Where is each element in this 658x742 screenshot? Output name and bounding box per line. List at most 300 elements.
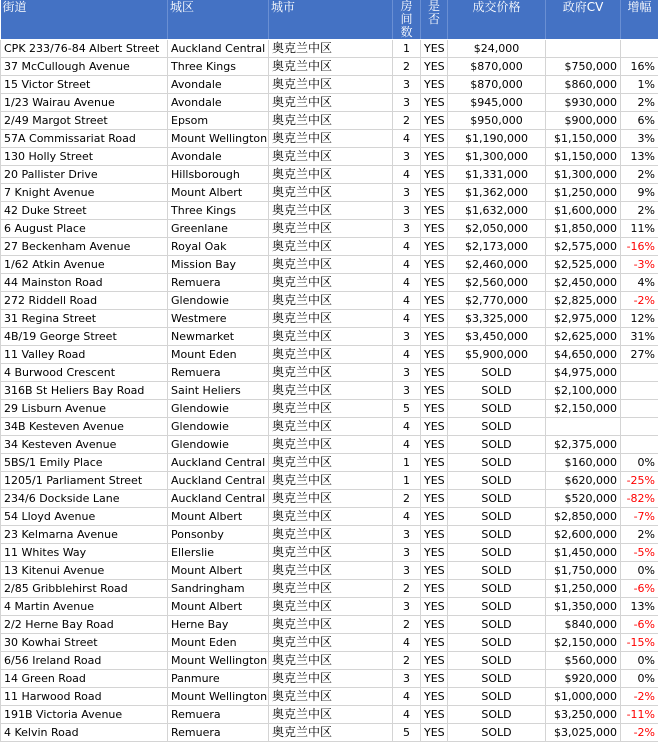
cell-rooms[interactable]: 4 <box>393 346 421 364</box>
cell-district[interactable]: Avondale <box>168 76 269 94</box>
cell-district[interactable]: Avondale <box>168 94 269 112</box>
cell-district[interactable]: Three Kings <box>168 202 269 220</box>
cell-district[interactable]: Ellerslie <box>168 544 269 562</box>
cell-yesno[interactable]: YES <box>421 40 448 58</box>
cell-district[interactable]: Sandringham <box>168 580 269 598</box>
cell-change[interactable]: -2% <box>621 292 658 310</box>
cell-price[interactable]: SOLD <box>448 418 546 436</box>
cell-yesno[interactable]: YES <box>421 616 448 634</box>
header-change[interactable]: 增幅 <box>621 0 658 40</box>
cell-rooms[interactable]: 2 <box>393 112 421 130</box>
cell-price[interactable]: SOLD <box>448 670 546 688</box>
cell-price[interactable]: $24,000 <box>448 40 546 58</box>
cell-yesno[interactable]: YES <box>421 112 448 130</box>
cell-change[interactable]: 11% <box>621 220 658 238</box>
cell-cv[interactable]: $1,250,000 <box>546 580 621 598</box>
cell-city[interactable]: 奥克兰中区 <box>269 634 393 652</box>
cell-yesno[interactable]: YES <box>421 346 448 364</box>
cell-change[interactable]: -11% <box>621 706 658 724</box>
cell-cv[interactable]: $1,250,000 <box>546 184 621 202</box>
cell-district[interactable]: Westmere <box>168 310 269 328</box>
cell-district[interactable]: Herne Bay <box>168 616 269 634</box>
cell-street[interactable]: 54 Lloyd Avenue <box>1 508 168 526</box>
cell-cv[interactable]: $2,375,000 <box>546 436 621 454</box>
cell-cv[interactable]: $860,000 <box>546 76 621 94</box>
cell-yesno[interactable]: YES <box>421 508 448 526</box>
cell-district[interactable]: Remuera <box>168 724 269 742</box>
cell-price[interactable]: SOLD <box>448 724 546 742</box>
cell-yesno[interactable]: YES <box>421 202 448 220</box>
cell-change[interactable]: 12% <box>621 310 658 328</box>
header-street[interactable]: 街道 <box>1 0 168 40</box>
cell-change[interactable] <box>621 382 658 400</box>
cell-price[interactable]: $2,460,000 <box>448 256 546 274</box>
cell-cv[interactable]: $900,000 <box>546 112 621 130</box>
cell-change[interactable]: 13% <box>621 598 658 616</box>
cell-city[interactable]: 奥克兰中区 <box>269 310 393 328</box>
cell-rooms[interactable]: 1 <box>393 40 421 58</box>
cell-rooms[interactable]: 4 <box>393 292 421 310</box>
cell-rooms[interactable]: 4 <box>393 436 421 454</box>
cell-rooms[interactable]: 3 <box>393 382 421 400</box>
cell-cv[interactable]: $160,000 <box>546 454 621 472</box>
cell-yesno[interactable]: YES <box>421 400 448 418</box>
cell-cv[interactable]: $3,250,000 <box>546 706 621 724</box>
cell-cv[interactable]: $560,000 <box>546 652 621 670</box>
cell-price[interactable]: $1,331,000 <box>448 166 546 184</box>
cell-price[interactable]: SOLD <box>448 454 546 472</box>
cell-cv[interactable] <box>546 40 621 58</box>
cell-price[interactable]: SOLD <box>448 508 546 526</box>
cell-street[interactable]: 2/85 Gribblehirst Road <box>1 580 168 598</box>
cell-price[interactable]: SOLD <box>448 400 546 418</box>
cell-cv[interactable]: $1,600,000 <box>546 202 621 220</box>
cell-rooms[interactable]: 3 <box>393 670 421 688</box>
cell-price[interactable]: $1,632,000 <box>448 202 546 220</box>
cell-rooms[interactable]: 4 <box>393 310 421 328</box>
cell-street[interactable]: 37 McCullough Avenue <box>1 58 168 76</box>
cell-city[interactable]: 奥克兰中区 <box>269 328 393 346</box>
cell-rooms[interactable]: 3 <box>393 544 421 562</box>
cell-city[interactable]: 奥克兰中区 <box>269 400 393 418</box>
cell-city[interactable]: 奥克兰中区 <box>269 184 393 202</box>
cell-rooms[interactable]: 5 <box>393 724 421 742</box>
cell-yesno[interactable]: YES <box>421 58 448 76</box>
cell-city[interactable]: 奥克兰中区 <box>269 544 393 562</box>
cell-city[interactable]: 奥克兰中区 <box>269 472 393 490</box>
cell-yesno[interactable]: YES <box>421 598 448 616</box>
cell-rooms[interactable]: 4 <box>393 688 421 706</box>
cell-change[interactable]: 27% <box>621 346 658 364</box>
cell-city[interactable]: 奥克兰中区 <box>269 652 393 670</box>
cell-district[interactable]: Avondale <box>168 148 269 166</box>
cell-yesno[interactable]: YES <box>421 292 448 310</box>
cell-city[interactable]: 奥克兰中区 <box>269 382 393 400</box>
cell-city[interactable]: 奥克兰中区 <box>269 148 393 166</box>
cell-price[interactable]: $1,300,000 <box>448 148 546 166</box>
cell-street[interactable]: 6 August Place <box>1 220 168 238</box>
cell-price[interactable]: $2,770,000 <box>448 292 546 310</box>
cell-street[interactable]: 57A Commissariat Road <box>1 130 168 148</box>
cell-city[interactable]: 奥克兰中区 <box>269 364 393 382</box>
cell-street[interactable]: 31 Regina Street <box>1 310 168 328</box>
cell-yesno[interactable]: YES <box>421 184 448 202</box>
cell-yesno[interactable]: YES <box>421 166 448 184</box>
cell-price[interactable]: $5,900,000 <box>448 346 546 364</box>
cell-district[interactable]: Auckland Central <box>168 472 269 490</box>
cell-price[interactable]: SOLD <box>448 580 546 598</box>
cell-district[interactable]: Mount Albert <box>168 184 269 202</box>
cell-change[interactable]: 1% <box>621 76 658 94</box>
cell-price[interactable]: SOLD <box>448 472 546 490</box>
cell-cv[interactable]: $2,450,000 <box>546 274 621 292</box>
cell-district[interactable]: Epsom <box>168 112 269 130</box>
cell-change[interactable]: 0% <box>621 670 658 688</box>
cell-street[interactable]: 13 Kitenui Avenue <box>1 562 168 580</box>
cell-yesno[interactable]: YES <box>421 670 448 688</box>
cell-city[interactable]: 奥克兰中区 <box>269 94 393 112</box>
cell-price[interactable]: SOLD <box>448 526 546 544</box>
cell-district[interactable]: Royal Oak <box>168 238 269 256</box>
cell-street[interactable]: 4 Burwood Crescent <box>1 364 168 382</box>
cell-district[interactable]: Ponsonby <box>168 526 269 544</box>
cell-change[interactable]: -7% <box>621 508 658 526</box>
cell-city[interactable]: 奥克兰中区 <box>269 40 393 58</box>
cell-street[interactable]: CPK 233/76-84 Albert Street <box>1 40 168 58</box>
cell-change[interactable]: -6% <box>621 616 658 634</box>
cell-cv[interactable]: $4,975,000 <box>546 364 621 382</box>
cell-rooms[interactable]: 3 <box>393 598 421 616</box>
cell-cv[interactable]: $2,150,000 <box>546 400 621 418</box>
cell-city[interactable]: 奥克兰中区 <box>269 292 393 310</box>
cell-rooms[interactable]: 1 <box>393 454 421 472</box>
cell-street[interactable]: 11 Whites Way <box>1 544 168 562</box>
cell-rooms[interactable]: 3 <box>393 76 421 94</box>
cell-cv[interactable] <box>546 418 621 436</box>
cell-yesno[interactable]: YES <box>421 274 448 292</box>
cell-cv[interactable]: $930,000 <box>546 94 621 112</box>
cell-street[interactable]: 316B St Heliers Bay Road <box>1 382 168 400</box>
cell-change[interactable]: -82% <box>621 490 658 508</box>
cell-yesno[interactable]: YES <box>421 310 448 328</box>
cell-street[interactable]: 191B Victoria Avenue <box>1 706 168 724</box>
cell-street[interactable]: 5BS/1 Emily Place <box>1 454 168 472</box>
header-district[interactable]: 城区 <box>168 0 269 40</box>
cell-district[interactable]: Mount Wellington <box>168 652 269 670</box>
cell-district[interactable]: Three Kings <box>168 58 269 76</box>
cell-district[interactable]: Glendowie <box>168 418 269 436</box>
cell-street[interactable]: 34 Kesteven Avenue <box>1 436 168 454</box>
cell-rooms[interactable]: 3 <box>393 562 421 580</box>
cell-district[interactable]: Newmarket <box>168 328 269 346</box>
cell-district[interactable]: Remuera <box>168 706 269 724</box>
header-rooms[interactable] <box>393 0 421 40</box>
cell-rooms[interactable]: 3 <box>393 328 421 346</box>
cell-price[interactable]: SOLD <box>448 598 546 616</box>
cell-rooms[interactable]: 1 <box>393 472 421 490</box>
cell-city[interactable]: 奥克兰中区 <box>269 346 393 364</box>
cell-rooms[interactable]: 4 <box>393 274 421 292</box>
cell-street[interactable]: 14 Green Road <box>1 670 168 688</box>
cell-district[interactable]: Panmure <box>168 670 269 688</box>
cell-cv[interactable]: $2,850,000 <box>546 508 621 526</box>
cell-district[interactable]: Remuera <box>168 364 269 382</box>
cell-rooms[interactable]: 4 <box>393 706 421 724</box>
cell-district[interactable]: Mount Wellington <box>168 130 269 148</box>
cell-city[interactable]: 奥克兰中区 <box>269 130 393 148</box>
cell-city[interactable]: 奥克兰中区 <box>269 166 393 184</box>
cell-rooms[interactable]: 3 <box>393 526 421 544</box>
cell-district[interactable]: Mount Albert <box>168 508 269 526</box>
cell-cv[interactable]: $2,575,000 <box>546 238 621 256</box>
cell-cv[interactable]: $1,150,000 <box>546 130 621 148</box>
cell-cv[interactable]: $620,000 <box>546 472 621 490</box>
cell-price[interactable]: SOLD <box>448 436 546 454</box>
cell-change[interactable] <box>621 400 658 418</box>
cell-cv[interactable]: $750,000 <box>546 58 621 76</box>
cell-district[interactable]: Glendowie <box>168 292 269 310</box>
cell-yesno[interactable]: YES <box>421 220 448 238</box>
cell-rooms[interactable]: 3 <box>393 94 421 112</box>
cell-district[interactable]: Glendowie <box>168 436 269 454</box>
cell-cv[interactable]: $520,000 <box>546 490 621 508</box>
cell-yesno[interactable]: YES <box>421 454 448 472</box>
cell-yesno[interactable]: YES <box>421 490 448 508</box>
cell-city[interactable]: 奥克兰中区 <box>269 616 393 634</box>
cell-price[interactable]: $870,000 <box>448 58 546 76</box>
cell-change[interactable]: 13% <box>621 148 658 166</box>
cell-city[interactable]: 奥克兰中区 <box>269 76 393 94</box>
cell-yesno[interactable]: YES <box>421 328 448 346</box>
cell-yesno[interactable]: YES <box>421 652 448 670</box>
cell-cv[interactable]: $2,975,000 <box>546 310 621 328</box>
cell-city[interactable]: 奥克兰中区 <box>269 238 393 256</box>
cell-yesno[interactable]: YES <box>421 382 448 400</box>
cell-yesno[interactable]: YES <box>421 76 448 94</box>
cell-cv[interactable]: $2,825,000 <box>546 292 621 310</box>
cell-change[interactable] <box>621 418 658 436</box>
cell-price[interactable]: SOLD <box>448 364 546 382</box>
cell-street[interactable]: 2/2 Herne Bay Road <box>1 616 168 634</box>
cell-change[interactable]: 2% <box>621 202 658 220</box>
cell-street[interactable]: 27 Beckenham Avenue <box>1 238 168 256</box>
cell-price[interactable]: $1,362,000 <box>448 184 546 202</box>
cell-cv[interactable]: $1,350,000 <box>546 598 621 616</box>
cell-yesno[interactable]: YES <box>421 436 448 454</box>
cell-change[interactable]: -16% <box>621 238 658 256</box>
cell-cv[interactable]: $2,150,000 <box>546 634 621 652</box>
cell-city[interactable]: 奥克兰中区 <box>269 688 393 706</box>
cell-change[interactable]: 2% <box>621 166 658 184</box>
cell-change[interactable]: -2% <box>621 724 658 742</box>
cell-street[interactable]: 130 Holly Street <box>1 148 168 166</box>
cell-yesno[interactable]: YES <box>421 148 448 166</box>
cell-rooms[interactable]: 3 <box>393 184 421 202</box>
cell-change[interactable]: 3% <box>621 130 658 148</box>
cell-rooms[interactable]: 2 <box>393 580 421 598</box>
cell-yesno[interactable]: YES <box>421 580 448 598</box>
cell-cv[interactable]: $2,625,000 <box>546 328 621 346</box>
cell-city[interactable]: 奥克兰中区 <box>269 670 393 688</box>
cell-street[interactable]: 4 Martin Avenue <box>1 598 168 616</box>
cell-change[interactable]: -5% <box>621 544 658 562</box>
cell-street[interactable]: 34B Kesteven Avenue <box>1 418 168 436</box>
cell-price[interactable]: SOLD <box>448 616 546 634</box>
cell-change[interactable]: -2% <box>621 688 658 706</box>
cell-cv[interactable]: $2,600,000 <box>546 526 621 544</box>
cell-change[interactable]: -6% <box>621 580 658 598</box>
cell-district[interactable]: Mount Albert <box>168 562 269 580</box>
cell-cv[interactable]: $920,000 <box>546 670 621 688</box>
cell-district[interactable]: Hillsborough <box>168 166 269 184</box>
cell-street[interactable]: 234/6 Dockside Lane <box>1 490 168 508</box>
cell-cv[interactable]: $2,100,000 <box>546 382 621 400</box>
cell-city[interactable]: 奥克兰中区 <box>269 580 393 598</box>
cell-cv[interactable]: $840,000 <box>546 616 621 634</box>
cell-price[interactable]: SOLD <box>448 544 546 562</box>
cell-rooms[interactable]: 4 <box>393 256 421 274</box>
cell-yesno[interactable]: YES <box>421 688 448 706</box>
cell-price[interactable]: $950,000 <box>448 112 546 130</box>
cell-price[interactable]: $2,560,000 <box>448 274 546 292</box>
cell-cv[interactable]: $3,025,000 <box>546 724 621 742</box>
cell-city[interactable]: 奥克兰中区 <box>269 418 393 436</box>
cell-yesno[interactable]: YES <box>421 418 448 436</box>
cell-district[interactable]: Greenlane <box>168 220 269 238</box>
cell-change[interactable]: 2% <box>621 526 658 544</box>
cell-street[interactable]: 11 Valley Road <box>1 346 168 364</box>
cell-cv[interactable]: $1,850,000 <box>546 220 621 238</box>
cell-district[interactable]: Mount Wellington <box>168 688 269 706</box>
cell-street[interactable]: 272 Riddell Road <box>1 292 168 310</box>
cell-street[interactable]: 29 Lisburn Avenue <box>1 400 168 418</box>
cell-price[interactable]: $3,450,000 <box>448 328 546 346</box>
cell-price[interactable]: $3,325,000 <box>448 310 546 328</box>
cell-district[interactable]: Auckland Central <box>168 454 269 472</box>
cell-city[interactable]: 奥克兰中区 <box>269 220 393 238</box>
cell-price[interactable]: $2,173,000 <box>448 238 546 256</box>
cell-yesno[interactable]: YES <box>421 256 448 274</box>
cell-city[interactable]: 奥克兰中区 <box>269 256 393 274</box>
cell-cv[interactable]: $1,450,000 <box>546 544 621 562</box>
cell-district[interactable]: Saint Heliers <box>168 382 269 400</box>
cell-street[interactable]: 30 Kowhai Street <box>1 634 168 652</box>
cell-street[interactable]: 15 Victor Street <box>1 76 168 94</box>
cell-change[interactable]: 0% <box>621 454 658 472</box>
cell-street[interactable]: 7 Knight Avenue <box>1 184 168 202</box>
cell-change[interactable] <box>621 436 658 454</box>
cell-rooms[interactable]: 3 <box>393 220 421 238</box>
cell-district[interactable]: Mount Eden <box>168 634 269 652</box>
cell-cv[interactable]: $1,000,000 <box>546 688 621 706</box>
cell-price[interactable]: SOLD <box>448 382 546 400</box>
cell-change[interactable]: 2% <box>621 94 658 112</box>
cell-rooms[interactable]: 4 <box>393 238 421 256</box>
cell-city[interactable]: 奥克兰中区 <box>269 562 393 580</box>
cell-rooms[interactable]: 4 <box>393 418 421 436</box>
cell-street[interactable]: 1/62 Atkin Avenue <box>1 256 168 274</box>
cell-cv[interactable]: $2,525,000 <box>546 256 621 274</box>
cell-yesno[interactable]: YES <box>421 724 448 742</box>
cell-city[interactable]: 奥克兰中区 <box>269 706 393 724</box>
cell-change[interactable]: 31% <box>621 328 658 346</box>
cell-street[interactable]: 42 Duke Street <box>1 202 168 220</box>
cell-change[interactable]: 0% <box>621 562 658 580</box>
cell-city[interactable]: 奥克兰中区 <box>269 598 393 616</box>
cell-cv[interactable]: $1,300,000 <box>546 166 621 184</box>
cell-change[interactable]: 16% <box>621 58 658 76</box>
cell-change[interactable]: -15% <box>621 634 658 652</box>
cell-price[interactable]: $945,000 <box>448 94 546 112</box>
cell-rooms[interactable]: 4 <box>393 508 421 526</box>
cell-rooms[interactable]: 3 <box>393 202 421 220</box>
cell-rooms[interactable]: 2 <box>393 58 421 76</box>
cell-city[interactable]: 奥克兰中区 <box>269 490 393 508</box>
cell-yesno[interactable]: YES <box>421 634 448 652</box>
cell-street[interactable]: 44 Mainston Road <box>1 274 168 292</box>
cell-yesno[interactable]: YES <box>421 544 448 562</box>
header-price[interactable]: 成交价格 <box>448 0 546 40</box>
cell-change[interactable]: 6% <box>621 112 658 130</box>
cell-yesno[interactable]: YES <box>421 238 448 256</box>
cell-yesno[interactable]: YES <box>421 562 448 580</box>
cell-change[interactable]: 4% <box>621 274 658 292</box>
cell-district[interactable]: Auckland Central <box>168 490 269 508</box>
cell-change[interactable]: 0% <box>621 652 658 670</box>
cell-change[interactable]: -3% <box>621 256 658 274</box>
cell-price[interactable]: SOLD <box>448 688 546 706</box>
cell-rooms[interactable]: 2 <box>393 652 421 670</box>
cell-street[interactable]: 1205/1 Parliament Street <box>1 472 168 490</box>
cell-cv[interactable]: $4,650,000 <box>546 346 621 364</box>
cell-yesno[interactable]: YES <box>421 94 448 112</box>
cell-price[interactable]: SOLD <box>448 562 546 580</box>
cell-district[interactable]: Auckland Central <box>168 40 269 58</box>
cell-city[interactable]: 奥克兰中区 <box>269 508 393 526</box>
header-cv[interactable]: 政府CV <box>546 0 621 40</box>
cell-change[interactable]: 9% <box>621 184 658 202</box>
cell-district[interactable]: Remuera <box>168 274 269 292</box>
cell-price[interactable]: $1,190,000 <box>448 130 546 148</box>
cell-price[interactable]: SOLD <box>448 652 546 670</box>
cell-city[interactable]: 奥克兰中区 <box>269 202 393 220</box>
cell-street[interactable]: 4 Kelvin Road <box>1 724 168 742</box>
cell-price[interactable]: $870,000 <box>448 76 546 94</box>
cell-rooms[interactable]: 3 <box>393 148 421 166</box>
cell-change[interactable] <box>621 364 658 382</box>
cell-city[interactable]: 奥克兰中区 <box>269 112 393 130</box>
cell-yesno[interactable]: YES <box>421 130 448 148</box>
cell-city[interactable]: 奥克兰中区 <box>269 526 393 544</box>
cell-rooms[interactable]: 4 <box>393 130 421 148</box>
cell-rooms[interactable]: 5 <box>393 400 421 418</box>
cell-street[interactable]: 6/56 Ireland Road <box>1 652 168 670</box>
cell-yesno[interactable]: YES <box>421 364 448 382</box>
cell-city[interactable]: 奥克兰中区 <box>269 436 393 454</box>
header-city[interactable]: 城市 <box>269 0 393 40</box>
cell-street[interactable]: 4B/19 George Street <box>1 328 168 346</box>
cell-district[interactable]: Mount Eden <box>168 346 269 364</box>
cell-cv[interactable]: $1,150,000 <box>546 148 621 166</box>
cell-yesno[interactable]: YES <box>421 472 448 490</box>
cell-rooms[interactable]: 4 <box>393 166 421 184</box>
cell-change[interactable]: -25% <box>621 472 658 490</box>
cell-district[interactable]: Mount Albert <box>168 598 269 616</box>
cell-city[interactable]: 奥克兰中区 <box>269 274 393 292</box>
cell-street[interactable]: 20 Pallister Drive <box>1 166 168 184</box>
cell-street[interactable]: 23 Kelmarna Avenue <box>1 526 168 544</box>
cell-cv[interactable]: $1,750,000 <box>546 562 621 580</box>
